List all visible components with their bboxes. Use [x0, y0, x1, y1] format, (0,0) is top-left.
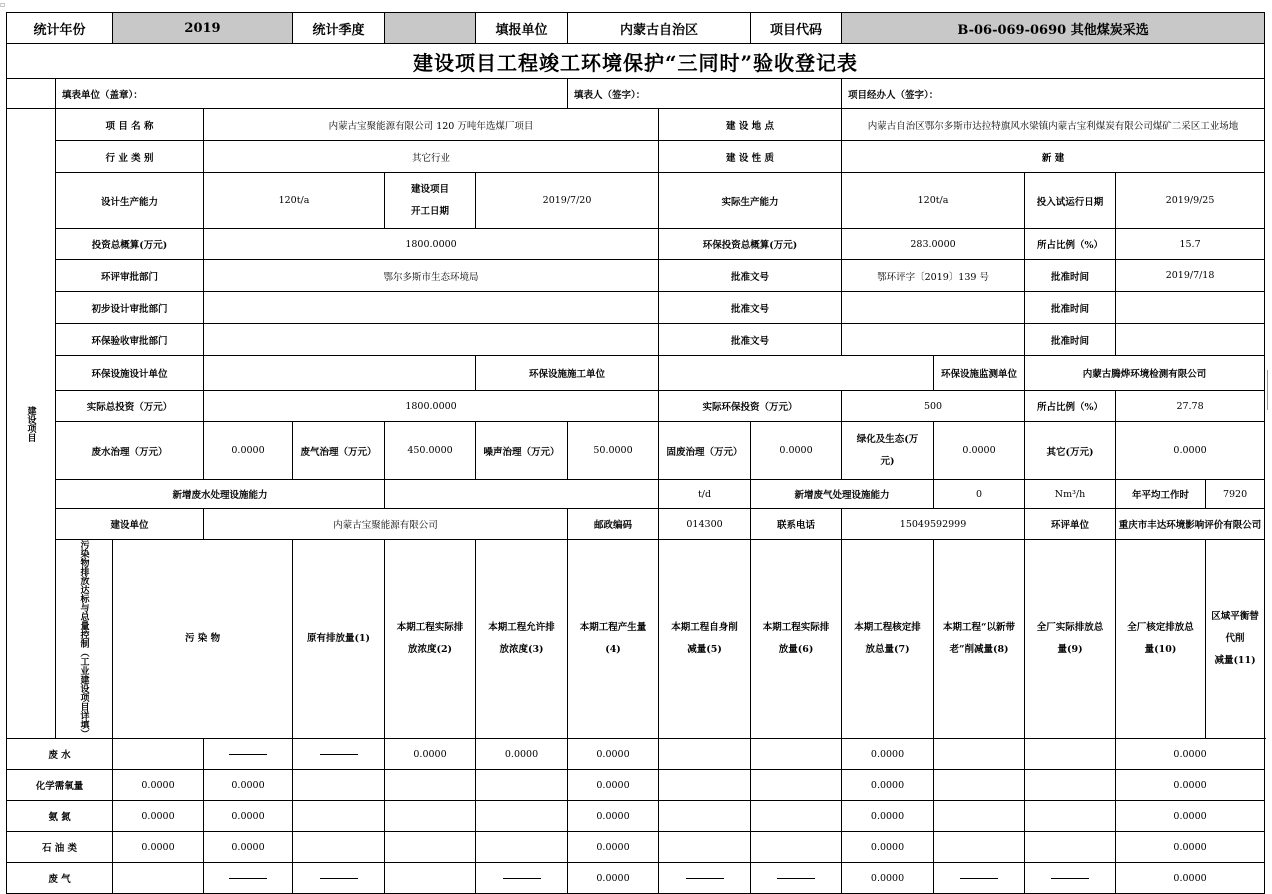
row-resize-marker — [1267, 390, 1272, 410]
pollutant-header-10: 全厂核定排放总 量(10) — [1116, 540, 1206, 739]
postcode-value: 014300 — [659, 509, 751, 540]
pollutant-cell — [1025, 832, 1116, 863]
quarter-value — [385, 13, 476, 44]
pollutant-cell — [751, 801, 842, 832]
pollutant-cell: 0.0000 — [842, 739, 934, 770]
pollutant-header-6: 本期工程实际排 放量(6) — [751, 540, 842, 739]
start-date-value: 2019/7/20 — [476, 173, 659, 229]
accept-no-label: 批准文号 — [659, 324, 842, 356]
prelim-no-value — [842, 292, 1025, 324]
dash-mark — [1051, 878, 1089, 879]
pollutant-cell: 0.0000 — [385, 739, 476, 770]
pollutant-cell: 0.0000 — [113, 770, 204, 801]
actual-env-value: 500 — [842, 391, 1025, 422]
pollutant-cell: 0.0000 — [568, 801, 659, 832]
quarter-label: 统计季度 — [293, 13, 385, 44]
project-section-label: 建设项目 — [7, 109, 56, 739]
nature-value: 新 建 — [842, 141, 1265, 173]
gas-cost-label: 废气治理（万元） — [293, 422, 385, 480]
industry-label: 行 业 类 别 — [56, 141, 204, 173]
pollutant-name: 石 油 类 — [7, 832, 113, 863]
pollutant-cell: 0.0000 — [842, 832, 934, 863]
phone-label: 联系电话 — [751, 509, 842, 540]
eia-unit-value: 重庆市丰达环境影响评价有限公司 — [1116, 509, 1265, 540]
actual-ratio-value: 27.78 — [1116, 391, 1265, 422]
acceptance-registration-table — [6, 12, 1265, 894]
pollutant-cell: 0.0000 — [204, 770, 293, 801]
new-water-capacity-unit: t/d — [659, 480, 751, 509]
postcode-label: 邮政编码 — [568, 509, 659, 540]
prelim-no-label: 批准文号 — [659, 292, 842, 324]
pollutant-name: 氨 氮 — [7, 801, 113, 832]
facility-design-label: 环保设施设计单位 — [56, 356, 204, 391]
pollutant-cell — [113, 739, 204, 770]
accept-time-value — [1116, 324, 1265, 356]
pollutant-cell — [385, 832, 476, 863]
pollutant-cell — [204, 739, 293, 770]
pollutant-cell — [934, 770, 1025, 801]
investment-value: 1800.0000 — [204, 229, 659, 260]
facility-build-label: 环保设施施工单位 — [476, 356, 659, 391]
phone-value: 15049592999 — [842, 509, 1025, 540]
pollutant-cell — [293, 832, 385, 863]
pollutant-cell — [385, 770, 476, 801]
new-gas-capacity-value: 0 — [934, 480, 1025, 509]
work-hours-value: 7920 — [1206, 480, 1265, 509]
other-cost-value: 0.0000 — [1116, 422, 1265, 480]
project-name-value: 内蒙古宝聚能源有限公司 120 万吨年选煤厂项目 — [204, 109, 659, 141]
new-water-capacity-label: 新增废水处理设施能力 — [56, 480, 385, 509]
pollutant-cell — [659, 739, 751, 770]
pollutant-header-7: 本期工程核定排 放总量(7) — [842, 540, 934, 739]
work-hours-label: 年平均工作时 — [1116, 480, 1206, 509]
trial-run-label: 投入试运行日期 — [1025, 173, 1116, 229]
approval-no-value: 鄂环评字〔2019〕139 号 — [842, 260, 1025, 292]
pollutant-cell — [476, 770, 568, 801]
pollutant-cell — [934, 863, 1025, 894]
unit-value: 内蒙古自治区 — [568, 13, 751, 44]
pollutant-section-label: 污染物排放达标与总量控制（工业建设项目详填） — [56, 540, 113, 739]
actual-capacity-value: 120t/a — [842, 173, 1025, 229]
location-value: 内蒙古自治区鄂尔多斯市达拉特旗风水梁镇内蒙古宝利煤炭有限公司煤矿二采区工业场地 — [842, 109, 1265, 141]
builder-label: 建设单位 — [56, 509, 204, 540]
pollutant-cell: 0.0000 — [568, 770, 659, 801]
noise-cost-label: 噪声治理（万元） — [476, 422, 568, 480]
pollutant-header-3: 本期工程允许排 放浓度(3) — [476, 540, 568, 739]
start-date-label: 建设项目 开工日期 — [385, 173, 476, 229]
pollutant-cell: 0.0000 — [568, 832, 659, 863]
pollutant-cell: 0.0000 — [476, 739, 568, 770]
pollutant-cell: 0.0000 — [842, 770, 934, 801]
approval-time-label: 批准时间 — [1025, 260, 1116, 292]
new-gas-capacity-unit: Nm³/h — [1025, 480, 1116, 509]
accept-dept-value — [204, 324, 659, 356]
pollutant-name: 化学需氧量 — [7, 770, 113, 801]
pollutant-row — [7, 770, 1265, 801]
pollutant-cell — [476, 863, 568, 894]
pollutant-cell — [934, 801, 1025, 832]
accept-time-label: 批准时间 — [1025, 324, 1116, 356]
solid-cost-label: 固废治理（万元） — [659, 422, 751, 480]
facility-monitor-label: 环保设施监测单位 — [934, 356, 1025, 391]
dash-mark — [503, 878, 541, 879]
manager-label: 项目经办人（签字）： — [842, 79, 1265, 109]
pollutant-row — [7, 739, 1265, 770]
ratio-label: 所占比例（%） — [1025, 229, 1116, 260]
eia-unit-label: 环评单位 — [1025, 509, 1116, 540]
facility-monitor-value: 内蒙古腾烨环境检测有限公司 — [1025, 356, 1265, 391]
pollutant-cell — [476, 801, 568, 832]
row-resize-marker — [1267, 370, 1272, 390]
dash-mark — [960, 878, 998, 879]
pollutant-name: 废 水 — [7, 739, 113, 770]
pollutant-row — [7, 863, 1265, 894]
pollutant-header-0: 污 染 物 — [113, 540, 293, 739]
investment-label: 投资总概算(万元) — [56, 229, 204, 260]
pollutant-cell — [293, 801, 385, 832]
pollutant-cell: 0.0000 — [1116, 863, 1265, 894]
greening-cost-label: 绿化及生态(万 元) — [842, 422, 934, 480]
prelim-dept-label: 初步设计审批部门 — [56, 292, 204, 324]
pollutant-cell — [934, 739, 1025, 770]
accept-dept-label: 环保验收审批部门 — [56, 324, 204, 356]
facility-build-value — [659, 356, 934, 391]
pollutant-cell — [113, 863, 204, 894]
pollutant-cell — [476, 832, 568, 863]
pollutant-cell: 0.0000 — [1116, 770, 1265, 801]
pollutant-cell: 0.0000 — [113, 832, 204, 863]
pollutant-cell: 0.0000 — [568, 863, 659, 894]
noise-cost-value: 50.0000 — [568, 422, 659, 480]
pollutant-cell — [1025, 770, 1116, 801]
pollutant-cell — [204, 863, 293, 894]
pollutant-header-4: 本期工程产生量 (4) — [568, 540, 659, 739]
accept-no-value — [842, 324, 1025, 356]
other-cost-label: 其它(万元) — [1025, 422, 1116, 480]
dash-mark — [686, 878, 724, 879]
pollutant-name: 废 气 — [7, 863, 113, 894]
prelim-time-value — [1116, 292, 1265, 324]
blank-cell — [7, 79, 56, 109]
pollutant-cell — [659, 832, 751, 863]
pollutant-cell: 0.0000 — [204, 832, 293, 863]
actual-ratio-label: 所占比例（%） — [1025, 391, 1116, 422]
pollutant-cell — [659, 801, 751, 832]
new-water-capacity-value — [385, 480, 659, 509]
pollutant-cell — [659, 863, 751, 894]
approval-no-label: 批准文号 — [659, 260, 842, 292]
pollutant-cell — [385, 863, 476, 894]
env-investment-label: 环保投资总概算(万元) — [659, 229, 842, 260]
gas-cost-value: 450.0000 — [385, 422, 476, 480]
dash-mark — [320, 754, 358, 755]
facility-design-value — [204, 356, 476, 391]
pollutant-cell: 0.0000 — [113, 801, 204, 832]
project-name-label: 项 目 名 称 — [56, 109, 204, 141]
pollutant-cell — [1025, 739, 1116, 770]
pollutant-cell: 0.0000 — [1116, 801, 1265, 832]
pollutant-cell: 0.0000 — [568, 739, 659, 770]
pollutant-header-1: 原有排放量(1) — [293, 540, 385, 739]
pollutant-cell: 0.0000 — [842, 863, 934, 894]
wastewater-cost-value: 0.0000 — [204, 422, 293, 480]
unit-label: 填报单位 — [476, 13, 568, 44]
actual-capacity-label: 实际生产能力 — [659, 173, 842, 229]
builder-value: 内蒙古宝聚能源有限公司 — [204, 509, 568, 540]
prelim-time-label: 批准时间 — [1025, 292, 1116, 324]
pollutant-header-5: 本期工程自身削 减量(5) — [659, 540, 751, 739]
new-gas-capacity-label: 新增废气处理设施能力 — [751, 480, 934, 509]
design-capacity-value: 120t/a — [204, 173, 385, 229]
pollutant-cell — [934, 832, 1025, 863]
pollutant-cell — [293, 739, 385, 770]
year-value: 2019 — [113, 13, 293, 44]
pollutant-cell — [751, 832, 842, 863]
pollutant-cell — [1025, 801, 1116, 832]
pollutant-row — [7, 801, 1265, 832]
dash-mark — [320, 878, 358, 879]
pollutant-cell — [751, 863, 842, 894]
pollutant-header-2: 本期工程实际排 放浓度(2) — [385, 540, 476, 739]
prelim-dept-value — [204, 292, 659, 324]
env-investment-value: 283.0000 — [842, 229, 1025, 260]
code-label: 项目代码 — [751, 13, 842, 44]
pollutant-cell: 0.0000 — [842, 801, 934, 832]
pollutant-row — [7, 832, 1265, 863]
actual-env-label: 实际环保投资（万元） — [659, 391, 842, 422]
dash-mark — [229, 754, 267, 755]
pollutant-cell — [751, 739, 842, 770]
filler-label: 填表人（签字）： — [568, 79, 842, 109]
pollutant-cell: 0.0000 — [204, 801, 293, 832]
approval-time-value: 2019/7/18 — [1116, 260, 1265, 292]
pollutant-cell — [1025, 863, 1116, 894]
code-value: B-06-069-0690 其他煤炭采选 — [842, 13, 1265, 44]
pollutant-cell — [659, 770, 751, 801]
greening-cost-value: 0.0000 — [934, 422, 1025, 480]
location-label: 建 设 地 点 — [659, 109, 842, 141]
actual-investment-label: 实际总投资（万元） — [56, 391, 204, 422]
solid-cost-value: 0.0000 — [751, 422, 842, 480]
pollutant-cell — [293, 863, 385, 894]
year-label: 统计年份 — [7, 13, 113, 44]
dash-mark — [229, 878, 267, 879]
industry-value: 其它行业 — [204, 141, 659, 173]
cell-corner-marker: ▫ — [0, 0, 6, 9]
design-capacity-label: 设计生产能力 — [56, 173, 204, 229]
eia-dept-label: 环评审批部门 — [56, 260, 204, 292]
wastewater-cost-label: 废水治理（万元） — [56, 422, 204, 480]
pollutant-cell — [751, 770, 842, 801]
nature-label: 建 设 性 质 — [659, 141, 842, 173]
pollutant-header-9: 全厂实际排放总 量(9) — [1025, 540, 1116, 739]
pollutant-header-11: 区域平衡替代削 减量(11) — [1206, 540, 1265, 739]
dash-mark — [777, 878, 815, 879]
filling-unit-label: 填表单位（盖章）： — [56, 79, 568, 109]
ratio-value: 15.7 — [1116, 229, 1265, 260]
actual-investment-value: 1800.0000 — [204, 391, 659, 422]
pollutant-header-8: 本期工程“以新带 老”削减量(8) — [934, 540, 1025, 739]
pollutant-cell — [293, 770, 385, 801]
pollutant-cell — [385, 801, 476, 832]
pollutant-cell: 0.0000 — [1116, 832, 1265, 863]
trial-run-value: 2019/9/25 — [1116, 173, 1265, 229]
page-title: 建设项目工程竣工环境保护“三同时”验收登记表 — [7, 44, 1265, 79]
pollutant-cell: 0.0000 — [1116, 739, 1265, 770]
eia-dept-value: 鄂尔多斯市生态环境局 — [204, 260, 659, 292]
